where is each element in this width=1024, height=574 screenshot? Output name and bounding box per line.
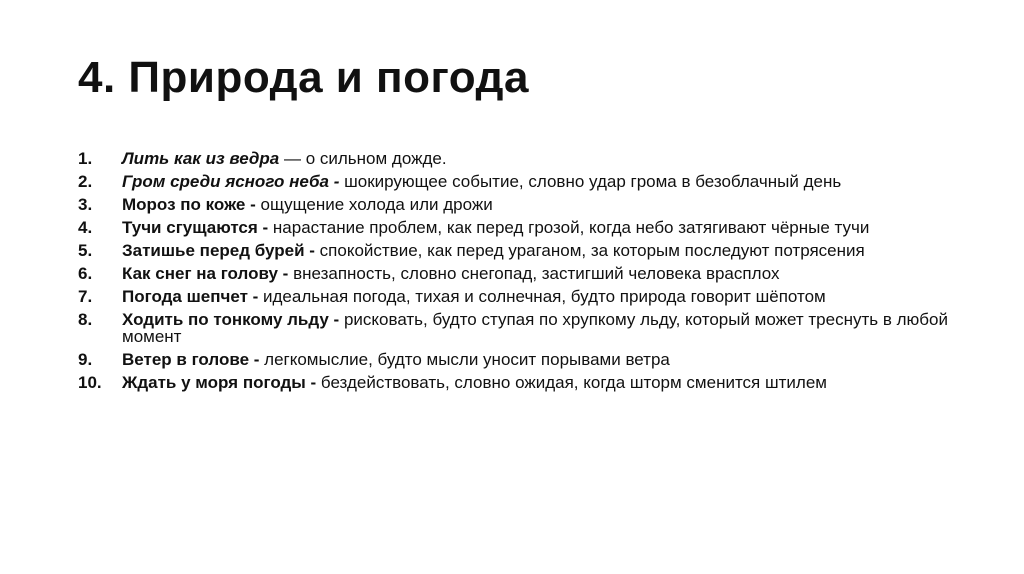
item-content xyxy=(122,150,958,167)
list-item xyxy=(78,288,958,305)
item-content xyxy=(122,196,958,213)
item-content xyxy=(122,311,958,345)
list-item xyxy=(78,196,958,213)
item-content xyxy=(122,173,958,190)
item-content xyxy=(122,219,958,236)
item-content xyxy=(122,374,958,391)
item-number: 3. xyxy=(78,195,93,214)
list-item xyxy=(78,311,958,345)
item-content xyxy=(122,265,958,282)
item-term: Лить как из ведра xyxy=(122,149,280,168)
item-content xyxy=(122,242,958,259)
item-term: Мороз по коже - xyxy=(122,195,256,214)
item-description: нарастание проблем, как перед грозой, когда небо затягивают чёрные тучи xyxy=(268,218,870,237)
list-item xyxy=(78,219,958,236)
item-number: 4. xyxy=(78,218,93,237)
item-number: 6. xyxy=(78,264,93,283)
list-item xyxy=(78,265,958,282)
item-description: шокирующее событие, словно удар грома в безоблачный день xyxy=(339,172,842,191)
item-description: легкомыслие, будто мысли уносит порывами ветра xyxy=(259,350,670,369)
item-term: Как снег на голову - xyxy=(122,264,289,283)
item-number: 2. xyxy=(78,172,93,191)
item-term: Ветер в голове - xyxy=(122,350,260,369)
slide-title: 4. Природа и погода xyxy=(78,53,529,102)
list-item xyxy=(78,173,958,190)
idiom-list xyxy=(78,150,958,397)
item-term: Ждать у моря погоды - xyxy=(122,373,317,392)
list-item xyxy=(78,374,958,391)
item-number: 10. xyxy=(78,373,102,392)
item-content xyxy=(122,288,958,305)
list-item xyxy=(78,150,958,167)
list-item xyxy=(78,242,958,259)
item-description: бездействовать, словно ожидая, когда шторм сменится штилем xyxy=(316,373,827,392)
item-number: 8. xyxy=(78,310,93,329)
item-number: 7. xyxy=(78,287,93,306)
item-description: внезапность, словно снегопад, застигший человека врасплох xyxy=(288,264,780,283)
item-term: Погода шепчет - xyxy=(122,287,259,306)
item-description: спокойствие, как перед ураганом, за которым последуют потрясения xyxy=(314,241,865,260)
item-term: Тучи сгущаются - xyxy=(122,218,269,237)
item-description: рисковать, будто ступая по хрупкому льду, который может треснуть в любой момент xyxy=(122,310,948,346)
item-content xyxy=(122,351,958,368)
list-item xyxy=(78,351,958,368)
item-term: Затишье перед бурей - xyxy=(122,241,315,260)
item-number: 5. xyxy=(78,241,93,260)
item-number: 9. xyxy=(78,350,93,369)
item-term: Ходить по тонкому льду - xyxy=(122,310,340,329)
item-description: — о сильном дожде. xyxy=(279,149,447,168)
item-number: 1. xyxy=(78,149,93,168)
item-description: идеальная погода, тихая и солнечная, будто природа говорит шёпотом xyxy=(258,287,826,306)
item-term: Гром среди ясного неба - xyxy=(122,172,340,191)
item-description: ощущение холода или дрожи xyxy=(255,195,493,214)
